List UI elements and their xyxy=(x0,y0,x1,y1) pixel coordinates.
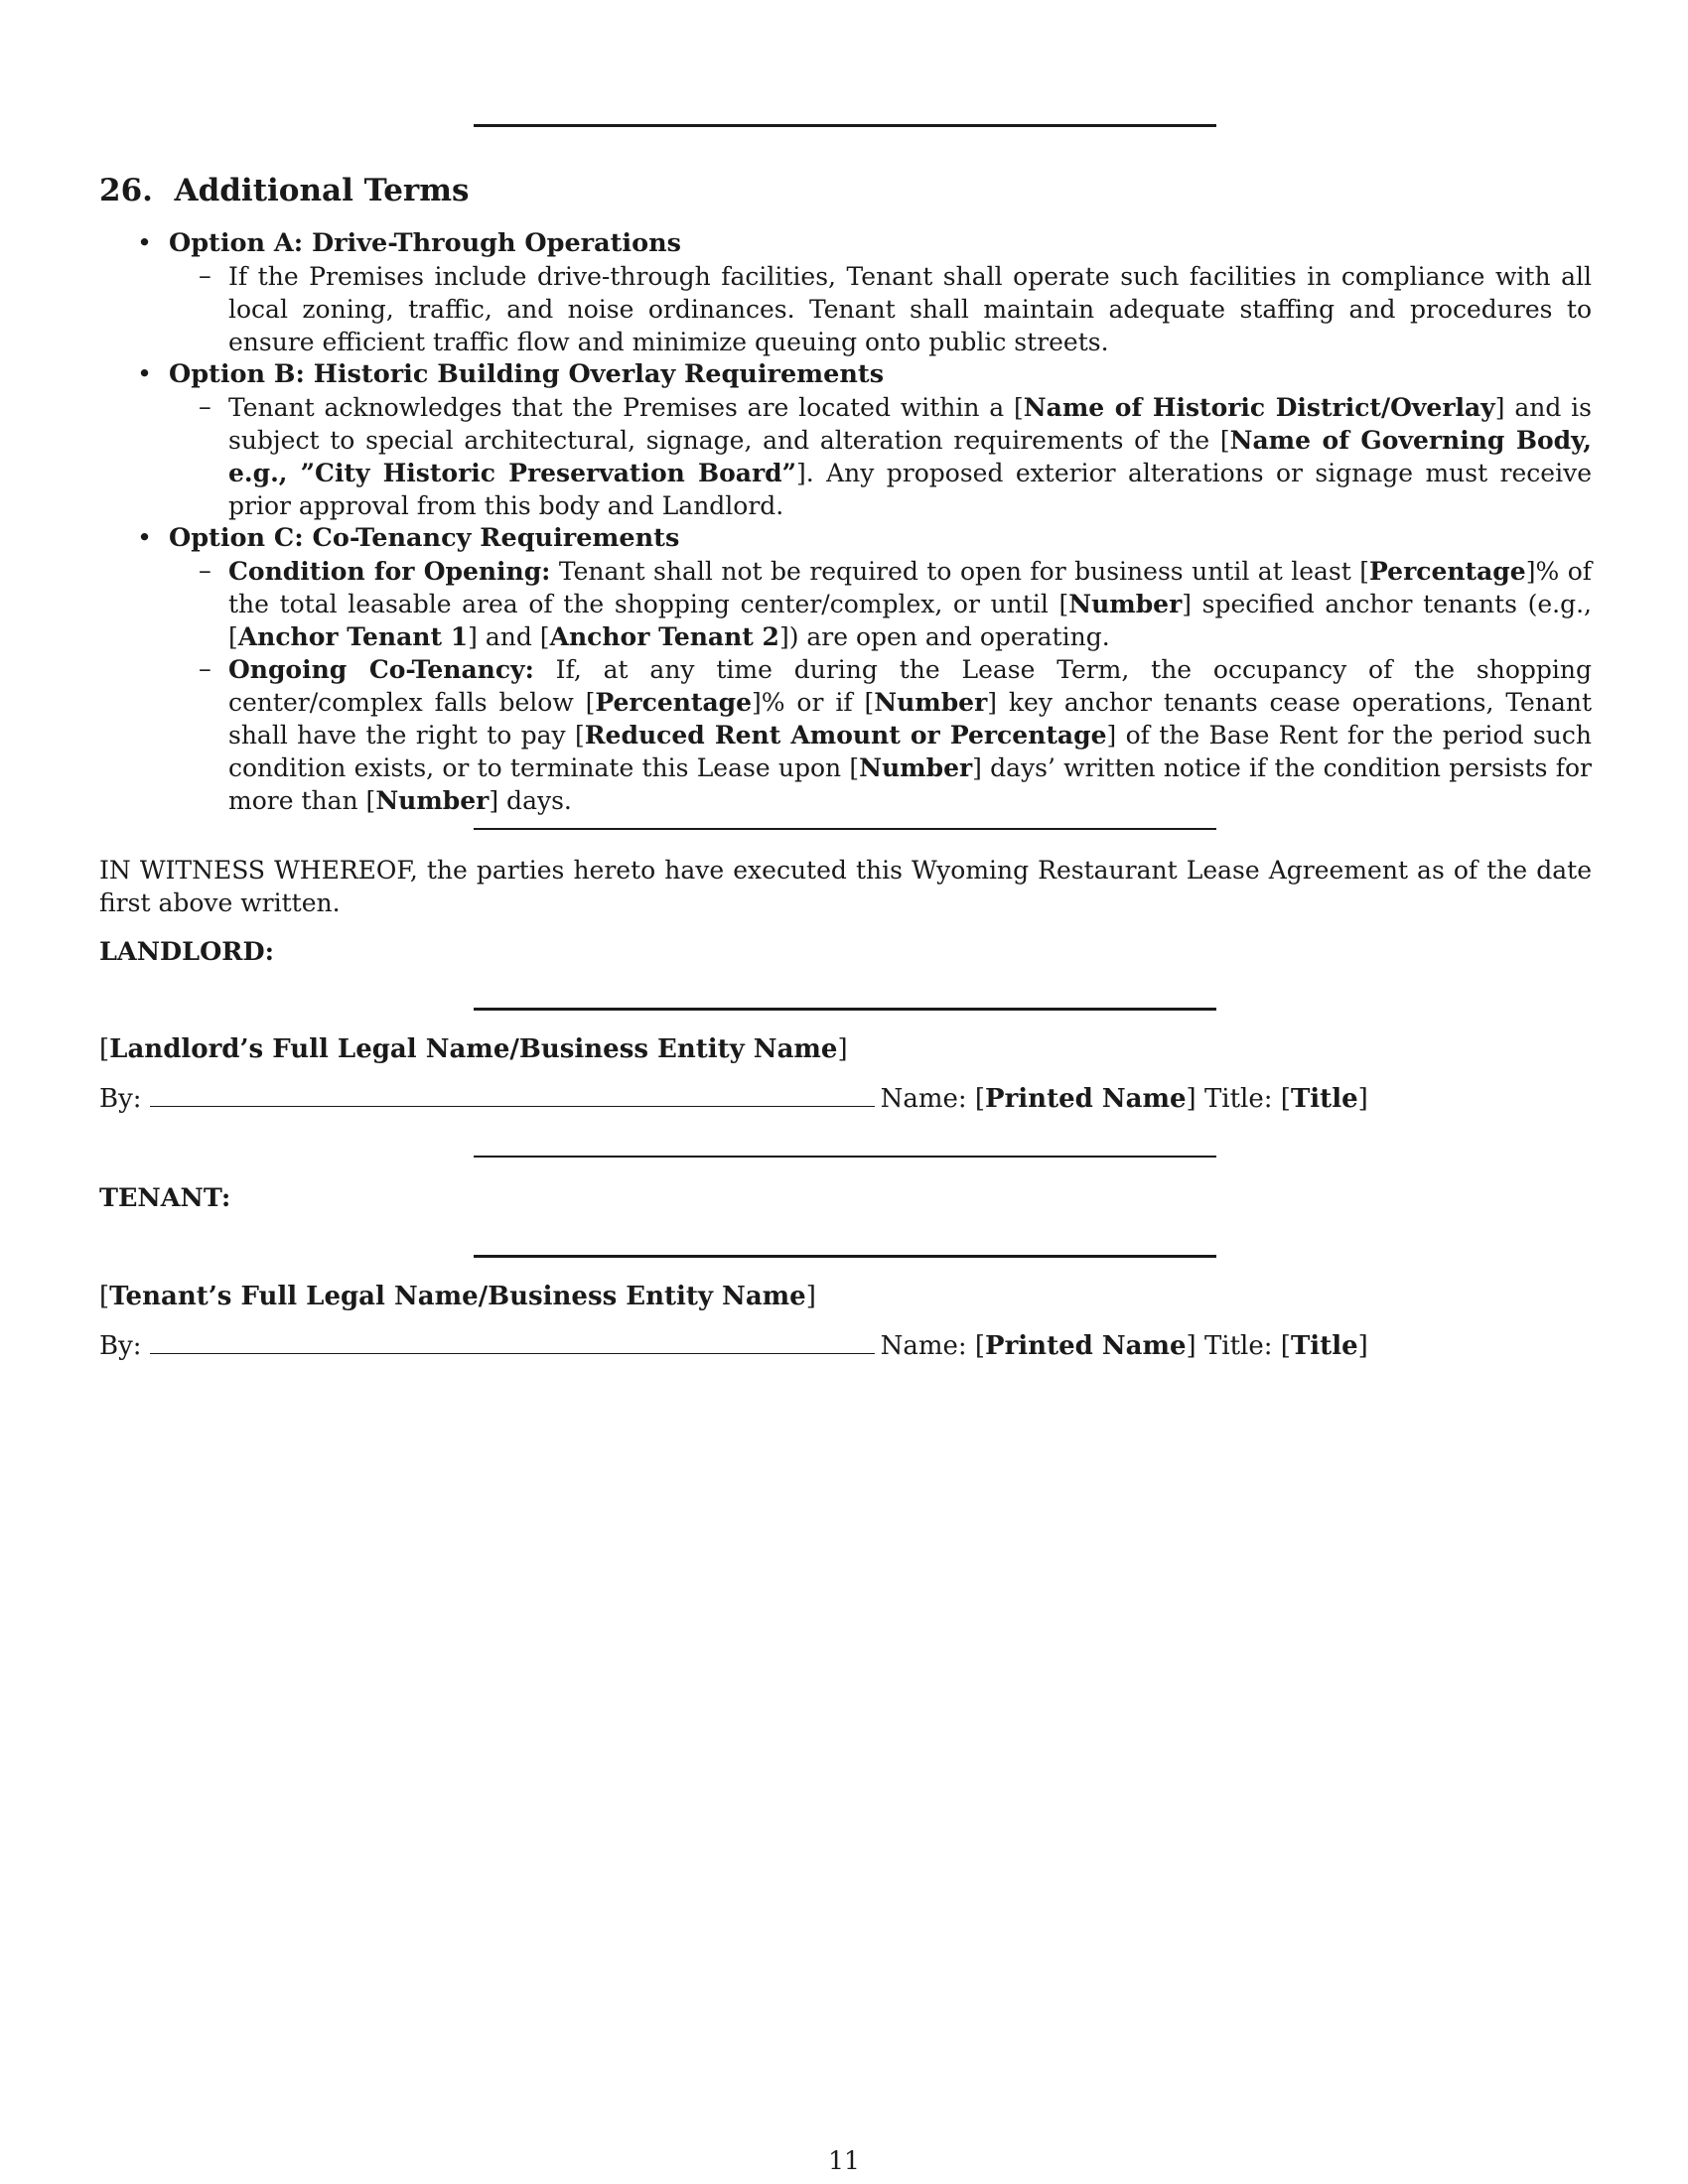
horizontal-rule xyxy=(474,124,1216,127)
bold-term: Condition for Opening: xyxy=(228,557,551,586)
tenant-title: Title xyxy=(1290,1331,1358,1361)
bullet-marker: • xyxy=(137,523,153,553)
text-run: Tenant acknowledges that the Premises are located within a [ xyxy=(228,393,1024,422)
horizontal-rule xyxy=(474,1156,1216,1158)
section-title: Additional Terms xyxy=(174,173,470,208)
text-run: ] days. xyxy=(489,786,572,815)
bold-term: Percentage xyxy=(1369,557,1526,586)
condition-for-opening-paragraph xyxy=(228,555,1592,653)
dash-marker: – xyxy=(199,556,211,586)
dash-marker: – xyxy=(199,261,211,291)
landlord-entity-name: [Landlord’s Full Legal Name/Business Entity Name] xyxy=(99,1034,848,1064)
tenant-signature-field[interactable] xyxy=(150,1331,875,1354)
landlord-label: LANDLORD: xyxy=(99,937,274,967)
section-number: 26. xyxy=(99,173,153,208)
text-run: ]% of the total leasable area of the shopping center/complex, or until [ xyxy=(228,557,1592,618)
bold-term: Number xyxy=(859,753,973,782)
text-run: ] of the Base Rent for the period such condition exists, or to terminate this Lease upon [ xyxy=(228,721,1592,782)
page-number: 11 xyxy=(828,2146,860,2175)
bold-term: Number xyxy=(375,786,490,815)
bold-term: Percentage xyxy=(595,688,753,717)
option-a-heading: Option A: Drive-Through Operations xyxy=(169,228,681,258)
bold-term: Number xyxy=(1068,590,1183,618)
dash-marker: – xyxy=(199,392,211,422)
witness-clause: IN WITNESS WHEREOF, the parties hereto have executed this Wyoming Restaurant Lease Agreement as of the date first above written. xyxy=(99,856,1592,917)
dash-marker: – xyxy=(199,654,211,684)
tenant-label: TENANT: xyxy=(99,1183,231,1213)
text-run: If, at any time during the Lease Term, the occupancy of the shopping center/complex falls below [ xyxy=(228,655,1592,717)
ongoing-co-tenancy-paragraph xyxy=(228,653,1592,817)
bullet-marker: • xyxy=(137,359,153,389)
text-run: ] and is subject to special architectural, signage, and alteration requirements of the [ xyxy=(228,393,1592,455)
text-run: ] and [ xyxy=(468,622,550,651)
text-run: ] specified anchor tenants (e.g., [ xyxy=(228,590,1593,651)
option-c-heading: Option C: Co-Tenancy Requirements xyxy=(169,523,680,553)
landlord-title: Title xyxy=(1290,1084,1358,1114)
bold-term: Name of Governing Body, e.g., ”City Historic Preservation Board” xyxy=(228,426,1592,487)
bold-term: Name of Historic District/Overlay xyxy=(1023,393,1495,422)
landlord-printed-name: Printed Name xyxy=(985,1084,1187,1114)
landlord-signature-line: By: Name: [Printed Name] Title: [Title] xyxy=(99,1084,1368,1114)
bold-term: Anchor Tenant 1 xyxy=(237,622,469,651)
bold-term: Number xyxy=(874,688,988,717)
text-run: ] key anchor tenants cease operations, Tenant shall have the right to pay [ xyxy=(228,688,1592,750)
text-run: ]. Any proposed exterior alterations or signage must receive prior approval from this body and Landlord. xyxy=(228,459,1592,520)
tenant-signature-line: By: Name: [Printed Name] Title: [Title] xyxy=(99,1331,1368,1361)
tenant-printed-name: Printed Name xyxy=(985,1331,1187,1361)
text-run: Tenant shall not be required to open for business until at least [ xyxy=(550,557,1370,586)
horizontal-rule xyxy=(474,828,1216,830)
text-run: If the Premises include drive-through facilities, Tenant shall operate such facilities in compliance with all local zoning, traffic, and noise ordinances. Tenant shall maintain adequate staffing and procedures to ensure efficient traffic flow and minimize queuing onto public streets. xyxy=(228,262,1592,356)
text-run: ]) are open and operating. xyxy=(778,622,1110,651)
bold-term: Ongoing Co-Tenancy: xyxy=(228,655,534,684)
option-b-heading: Option B: Historic Building Overlay Requirements xyxy=(169,359,885,389)
tenant-entity-name: [Tenant’s Full Legal Name/Business Entity Name] xyxy=(99,1282,816,1311)
option-a-paragraph xyxy=(228,260,1592,358)
bold-term: Reduced Rent Amount or Percentage xyxy=(584,721,1107,750)
text-run: ] days’ written notice if the condition persists for more than [ xyxy=(228,753,1592,815)
landlord-signature-field[interactable] xyxy=(150,1084,875,1107)
section-heading xyxy=(99,171,470,210)
signature-rule xyxy=(474,1008,1216,1011)
option-b-paragraph xyxy=(228,391,1592,522)
signature-rule xyxy=(474,1255,1216,1258)
bullet-marker: • xyxy=(137,228,153,258)
text-run: ]% or if [ xyxy=(752,688,875,717)
bold-term: Anchor Tenant 2 xyxy=(549,622,779,651)
